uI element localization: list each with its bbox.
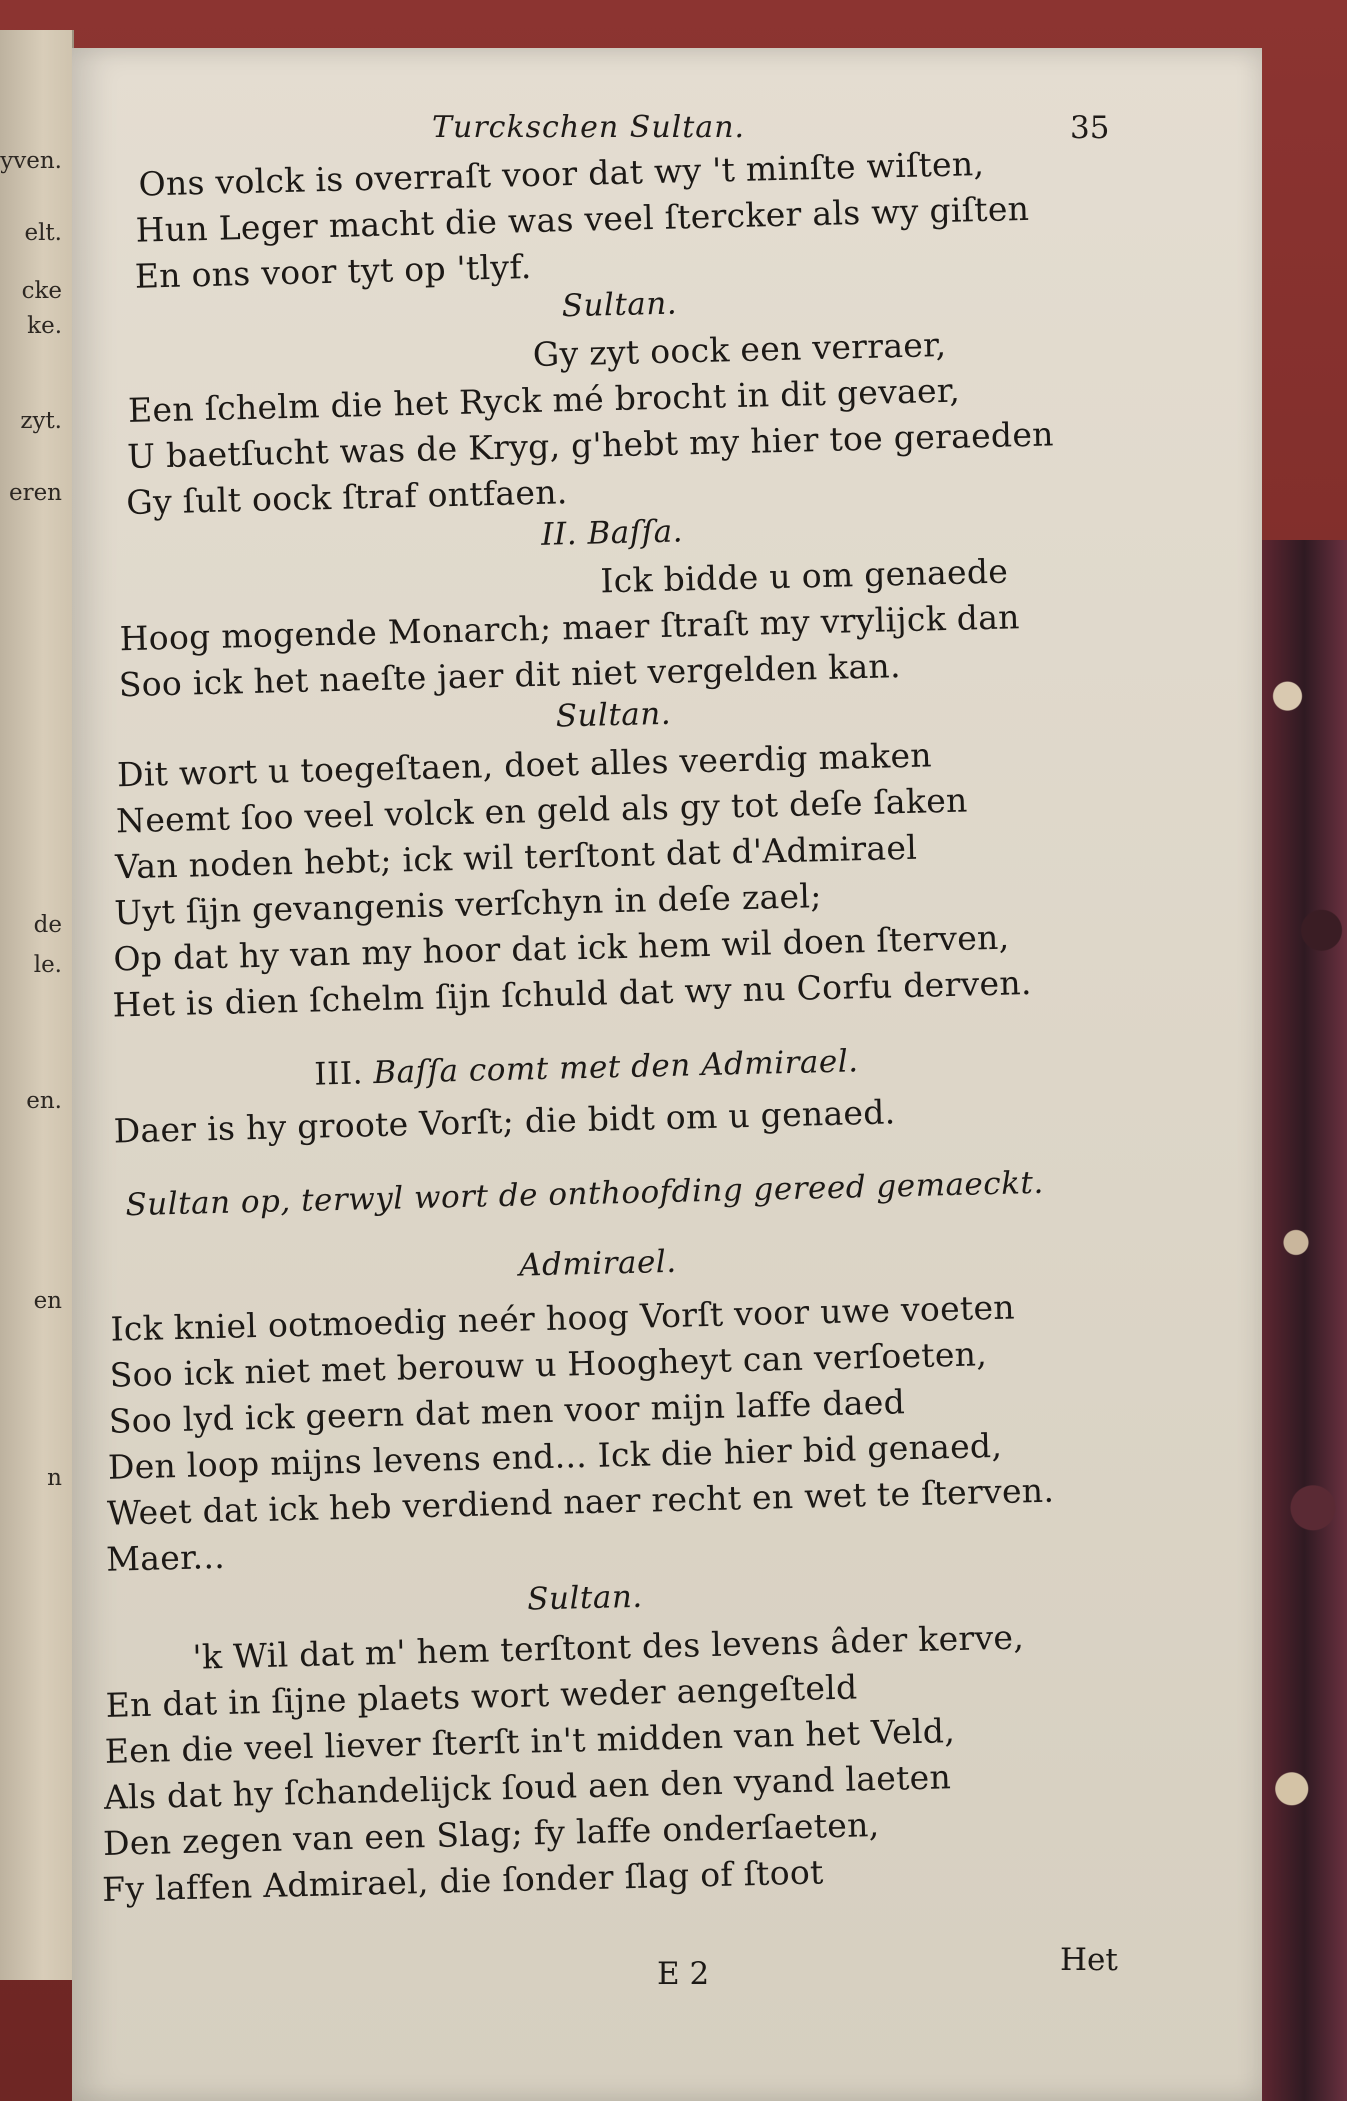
verse-line: Uyt ſijn gevangenis verſchyn in deſe zael; — [113, 876, 823, 933]
left-page-edge — [0, 30, 74, 1980]
verse-line: Fy laffen Admirael, die ſonder ſlag of ſtoot — [101, 1852, 825, 1909]
verse-line: Als dat hy ſchandelijck ſoud aen den vyand laeten — [103, 1757, 952, 1817]
book-page — [72, 48, 1262, 2101]
left-fragment: cke — [21, 278, 62, 304]
verse-line: Soo lyd ick geern dat men voor mijn laffe daed — [108, 1382, 906, 1441]
verse-line: En ons voor tyt op 'tlyf. — [134, 247, 532, 296]
left-fragment: le. — [33, 952, 62, 978]
verse-line: Een die veel liever ſterſt in't midden van het Veld, — [104, 1711, 956, 1771]
verse-line: Gy zyt oock een verraer, — [532, 324, 947, 375]
verse-line: En dat in ſijne plaets wort weder aengeſteld — [105, 1667, 858, 1725]
page-number: 35 — [1070, 110, 1110, 146]
speaker-name: Sultan. — [561, 285, 678, 325]
left-fragment: ke. — [27, 313, 62, 339]
catchword: Het — [1060, 1942, 1118, 1978]
speaker-name: Sultan. — [526, 1578, 644, 1618]
verse-line: Maer... — [105, 1536, 226, 1579]
verse-line: Het is dien ſchelm ſijn ſchuld dat wy nu Corfu derven. — [112, 963, 1033, 1025]
left-fragment: n — [47, 1465, 62, 1491]
verse-line: Den zegen van een Slag; fy laffe onderſaeten, — [102, 1804, 880, 1863]
verse-line: Neemt ſoo veel volck en geld als gy tot deſe ſaken — [115, 780, 969, 841]
left-fragment: en. — [26, 1088, 62, 1114]
speaker-name: Admirael. — [518, 1243, 678, 1284]
verse-line: Van noden hebt; ick wil terſtont dat d'Admirael — [114, 827, 918, 887]
left-fragment: zyt. — [20, 408, 62, 434]
signature-mark: E 2 — [657, 1956, 710, 1992]
verse-line: Ick kniel ootmoedig neér hoog Vorſt voor uwe voeten — [110, 1287, 1016, 1349]
verse-line: Hoog mogende Monarch; maer ſtraſt my vrylijck dan — [119, 597, 1021, 659]
verse-line: Op dat hy van my hoor dat ick hem wil doen ſterven, — [113, 917, 1010, 979]
direction-text: Baſſa comt met den Admirael. — [372, 1043, 859, 1092]
verse-line: Weet dat ick heb verdiend naer recht en wet te ſterven. — [106, 1470, 1055, 1533]
marbled-book-edge — [1262, 540, 1347, 2101]
verse-line: Daer is hy groote Vorſt; die bidt om u genaed. — [113, 1092, 896, 1151]
left-fragment: en — [33, 1288, 62, 1314]
verse-line: Gy ſult oock ſtraf ontfaen. — [125, 472, 568, 522]
left-fragment: eren — [8, 480, 62, 506]
verse-line: 'k Wil dat m' hem terſtont des levens âder kerve, — [192, 1617, 1025, 1677]
speaker-name: II. Baſſa. — [540, 513, 684, 553]
left-fragment: elt. — [24, 220, 62, 246]
left-fragment: yven. — [0, 148, 62, 174]
verse-line: Ons volck is overraſt voor dat wy 't minſte wiſten, — [138, 143, 985, 204]
stage-direction: Sultan op, terwyl wort de onthoofding gereed gemaeckt. — [125, 1164, 1045, 1224]
left-fragment: de — [33, 912, 62, 938]
direction-number: III. — [313, 1055, 364, 1093]
verse-line: Den loop mijns levens end... Ick die hier bid genaed, — [107, 1425, 1003, 1487]
verse-line: Ick bidde u om genaede — [599, 551, 1009, 601]
verse-line: Soo ick niet met berouw u Hoogheyt can verſoeten, — [109, 1334, 988, 1395]
verse-line: Dit wort u toegeſtaen, doet alles veerdig maken — [116, 735, 933, 795]
verse-line: Soo ick het naeſte jaer dit niet vergelden kan. — [118, 646, 902, 705]
stage-direction — [314, 1043, 859, 1092]
verse-line: U baetſucht was de Kryg, g'hebt my hier toe geraeden — [126, 414, 1055, 476]
page-footer — [72, 1942, 1262, 2006]
speaker-name: Sultan. — [555, 695, 672, 735]
running-head: Turckschen Sultan. — [432, 110, 746, 145]
verse-line: Hun Leger macht die was veel ſtercker als wy giſten — [135, 188, 1030, 250]
verse-line: Een ſchelm die het Ryck mé brocht in dit gevaer, — [127, 370, 961, 430]
